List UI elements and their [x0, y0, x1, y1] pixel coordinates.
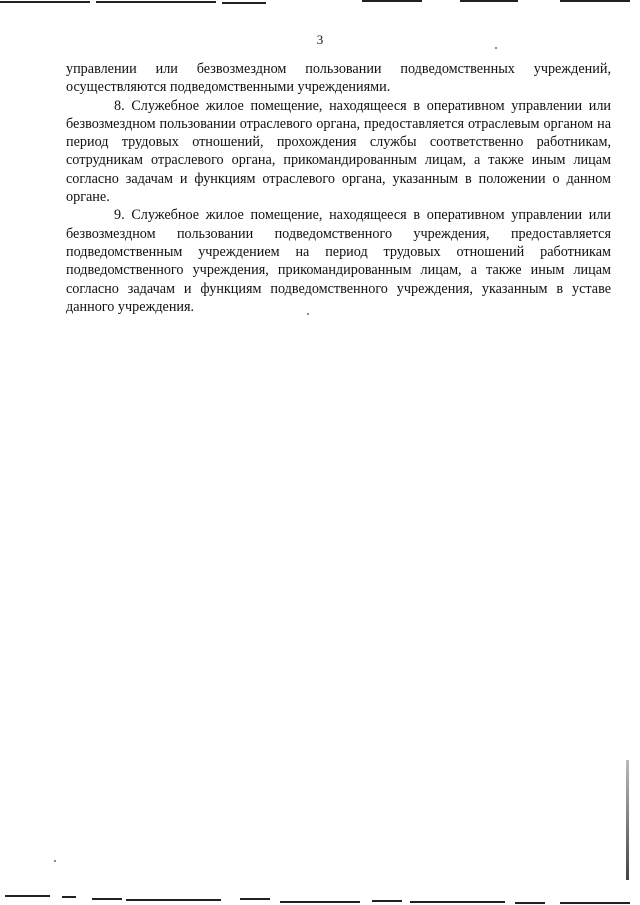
- scan-speck: [54, 860, 56, 862]
- document-body: [66, 60, 611, 316]
- paragraph-8: 8. Служебное жилое помещение, находящееся в оперативном управлении или безвозмездном пользовании отраслевого органа, предоставляется отраслевым органом на период трудовых отношений, прохождения службы соответственно работникам, сотрудникам отраслевого органа, прикомандированным лицам, а также иным лицам согласно задачам и функциям отраслевого органа, указанным в положении о данном органе.: [66, 97, 611, 206]
- paragraph-continuation: управлении или безвозмездном пользовании подведомственных учреждений, осуществляются подведомственными учреждениями.: [66, 61, 611, 96]
- scan-speck: [495, 47, 497, 49]
- scan-speck: [307, 313, 309, 315]
- page-number: 3: [316, 32, 324, 47]
- paragraph-9: 9. Служебное жилое помещение, находящееся в оперативном управлении или безвозмездном пользовании подведомственного учреждения, предоставляется подведомственным учреждением на период трудовых отношений работникам подведомственного учреждения, прикомандированным лицам, а также иным лицам согласно задачам и функциям подведомственного учреждения, указанным в уставе данного учреждения.: [66, 207, 611, 315]
- scan-right-edge: [626, 760, 629, 880]
- scan-bottom-edge: [0, 893, 640, 905]
- scan-top-edge: [0, 0, 640, 6]
